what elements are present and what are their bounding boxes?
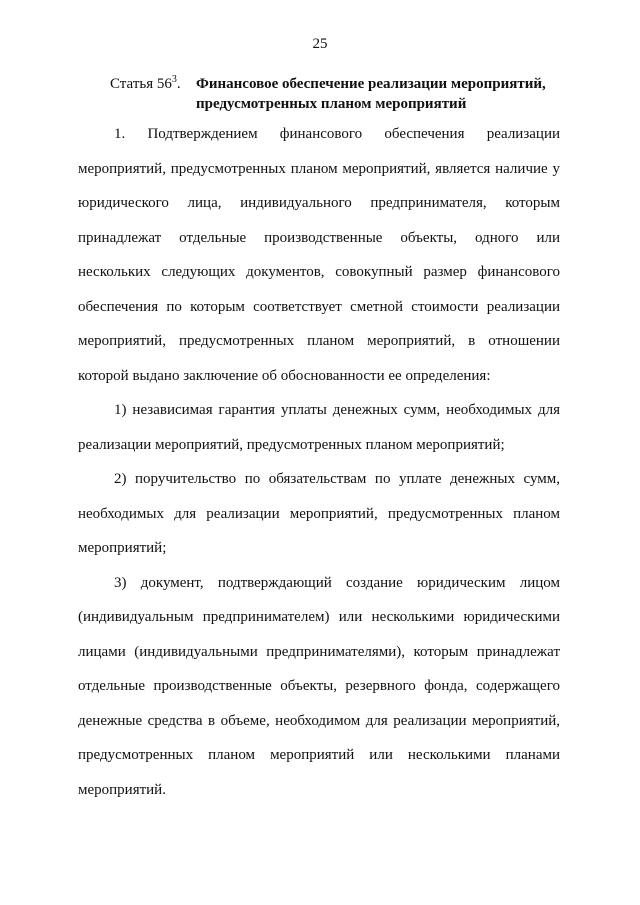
article-label-suffix: . [176,76,181,92]
article-body [78,117,560,807]
list-item-1: 1) независимая гарантия уплаты денежных сумм, необходимых для реализации мероприятий, предусмотренных планом мероприятий; [78,402,560,453]
article-label-text: Статья 56 [110,76,172,92]
article-heading [110,74,580,114]
article-title-line2: предусмотренных планом мероприятий [196,96,467,112]
paragraph-main: 1. Подтверждением финансового обеспечения реализации мероприятий, предусмотренных планом мероприятий, является наличие у юридического лица, индивидуального предпринимателя, которым принадлежат отдельные производственные объекты, одного или нескольких следующих документов, совокупный размер финансового обеспечения по которым соответствует сметной стоимости реализации мероприятий, предусмотренных планом мероприятий, в отношении которой выдано заключение об обоснованности ее определения: [78,126,560,384]
article-title-line1: Финансовое обеспечение реализации мероприятий, [196,76,546,92]
list-item-3: 3) документ, подтверждающий создание юридическим лицом (индивидуальным предпринимателем) или несколькими юридическими лицами (индивидуальными предпринимателями), которым принадлежат отдельные производственные объекты, резервного фонда, содержащего денежные средства в объеме, необходимом для реализации мероприятий, предусмотренных планом мероприятий или несколькими планами мероприятий. [78,574,560,798]
page-number: 25 [312,36,328,52]
article-superscript: 3 [171,74,177,85]
list-item-2: 2) поручительство по обязательствам по уплате денежных сумм, необходимых для реализации мероприятий, предусмотренных планом мероприятий; [78,471,560,556]
article-label [110,74,196,94]
